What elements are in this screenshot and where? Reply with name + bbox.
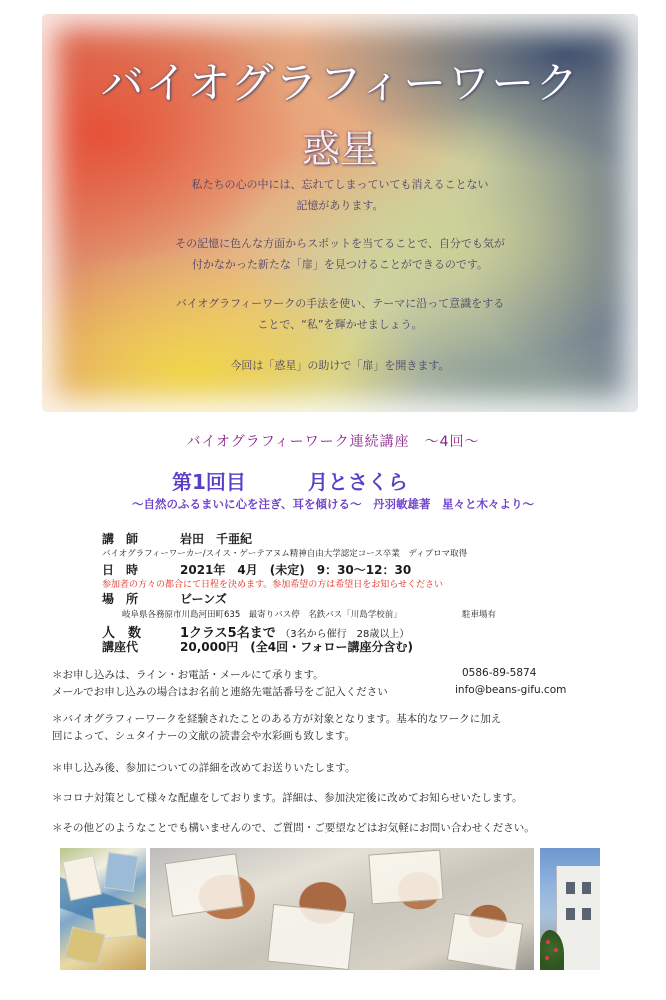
- target-note-line1: ＊バイオグラフィーワークを経験されたことのある方が対象となります。基本的なワークに加え: [52, 713, 502, 725]
- hero-paragraph: [42, 174, 638, 216]
- covid-note: ＊コロナ対策として様々な配慮をしております。詳細は、参加決定後に改めてお知らせいたします。: [52, 792, 523, 804]
- hero-line: 記憶があります。: [296, 199, 384, 212]
- flower-dot: [545, 956, 549, 960]
- fee-value: 20,000円 (全4回・フォロー講座分含む): [180, 640, 414, 654]
- hero-paragraph: [42, 233, 638, 275]
- lecturer-profile: バイオグラフィーワーカー/スイス・ゲーテアヌム精神自由大学認定コース卒業 ディプロマ取得: [102, 549, 468, 559]
- other-note: ＊その他どのようなことでも構いませんので、ご質問・ご要望などはお気軽にお問い合わせください。: [52, 822, 535, 834]
- place-address: 岐阜県各務原市川島河田町635 最寄りバス停 名鉄バス「川島学校前」: [122, 610, 402, 620]
- hero-line: 付かなかった新たな「扉」を見つけることができるのです。: [191, 258, 489, 271]
- paper-sheet: [447, 913, 524, 970]
- hero-paragraph: [42, 355, 638, 376]
- hero-banner: [42, 14, 638, 412]
- window-shape: [582, 908, 591, 920]
- after-note: ＊申し込み後、参加についての詳細を改めてお送りいたします。: [52, 762, 356, 774]
- hero-title: バイオグラフィーワーク: [100, 59, 580, 109]
- apply-note: ＊お申し込みは、ライン・お電話・メールにて承ります。: [52, 669, 324, 681]
- paper-sheet: [368, 850, 443, 905]
- target-note-line2: 回によって、シュタイナーの文献の読書会や水彩画も致します。: [52, 730, 356, 742]
- hero-line: バイオグラフィーワークの手法を使い、テーマに沿って意識をする: [175, 297, 505, 310]
- building-photo: [540, 848, 600, 970]
- card-shape: [62, 855, 102, 901]
- capacity-note: （3名から催行 28歳以上）: [280, 629, 410, 640]
- capacity-label: 人 数: [102, 626, 142, 641]
- session-heading: [172, 466, 408, 495]
- window-shape: [566, 882, 575, 894]
- lecturer-name: 岩田 千亜紀: [180, 532, 253, 546]
- hero-line: 私たちの心の中には、忘れてしまっていても消えることない: [191, 178, 489, 191]
- clay-figures-photo: [150, 848, 534, 970]
- email-note: メールでお申し込みの場合はお名前と連絡先電話番号をご記入ください: [52, 686, 388, 698]
- session-subtitle: ～自然のふるまいに心を注ぎ、耳を傾ける～ 丹羽敏雄著 星々と木々より～: [131, 497, 535, 511]
- hero-line: 今回は「惑星」の助けで「扉」を開きます。: [230, 359, 450, 372]
- place-name: ビーンズ: [180, 592, 227, 606]
- fee-row: [102, 638, 413, 655]
- window-shape: [566, 908, 575, 920]
- place-row: [102, 590, 227, 607]
- card-shape: [65, 926, 106, 965]
- datetime-value: 2021年 4月 (未定) 9：30～12：30: [180, 563, 412, 577]
- lecturer-row: [102, 530, 252, 547]
- session-theme: 月とさくら: [307, 470, 408, 494]
- hero-line: その記憶に色んな方面からスポットを当てることで、自分でも気が: [175, 237, 505, 250]
- phone-number[interactable]: 0586-89-5874: [462, 667, 537, 679]
- watercolor-cards-photo: [60, 848, 146, 970]
- flower-dot: [546, 940, 550, 944]
- paper-sheet: [165, 853, 244, 916]
- window-shape: [582, 882, 591, 894]
- parking-info: 駐車場有: [462, 610, 497, 620]
- card-shape: [104, 852, 139, 892]
- email-address[interactable]: info@beans-gifu.com: [455, 684, 567, 696]
- flower-dot: [554, 948, 558, 952]
- fee-label: 講座代: [102, 640, 139, 654]
- session-number: 第1回目: [172, 470, 246, 494]
- hero-paragraph: [42, 293, 638, 335]
- datetime-label: 日 時: [102, 563, 139, 577]
- lecturer-label: 講 師: [102, 532, 139, 546]
- datetime-note: 参加者の方々の都合にて日程を決めます。参加希望の方は希望日をお知らせください: [102, 580, 444, 590]
- hero-subtitle: 惑星: [301, 127, 378, 171]
- paper-sheet: [267, 904, 355, 970]
- datetime-row: [102, 561, 411, 578]
- hero-line: ことで、“私”を輝かせましょう。: [257, 318, 423, 331]
- place-label: 場 所: [102, 592, 139, 606]
- series-title: バイオグラフィーワーク連続講座 ～4回～: [186, 434, 480, 450]
- capacity-value: 1クラス5名まで: [180, 626, 276, 641]
